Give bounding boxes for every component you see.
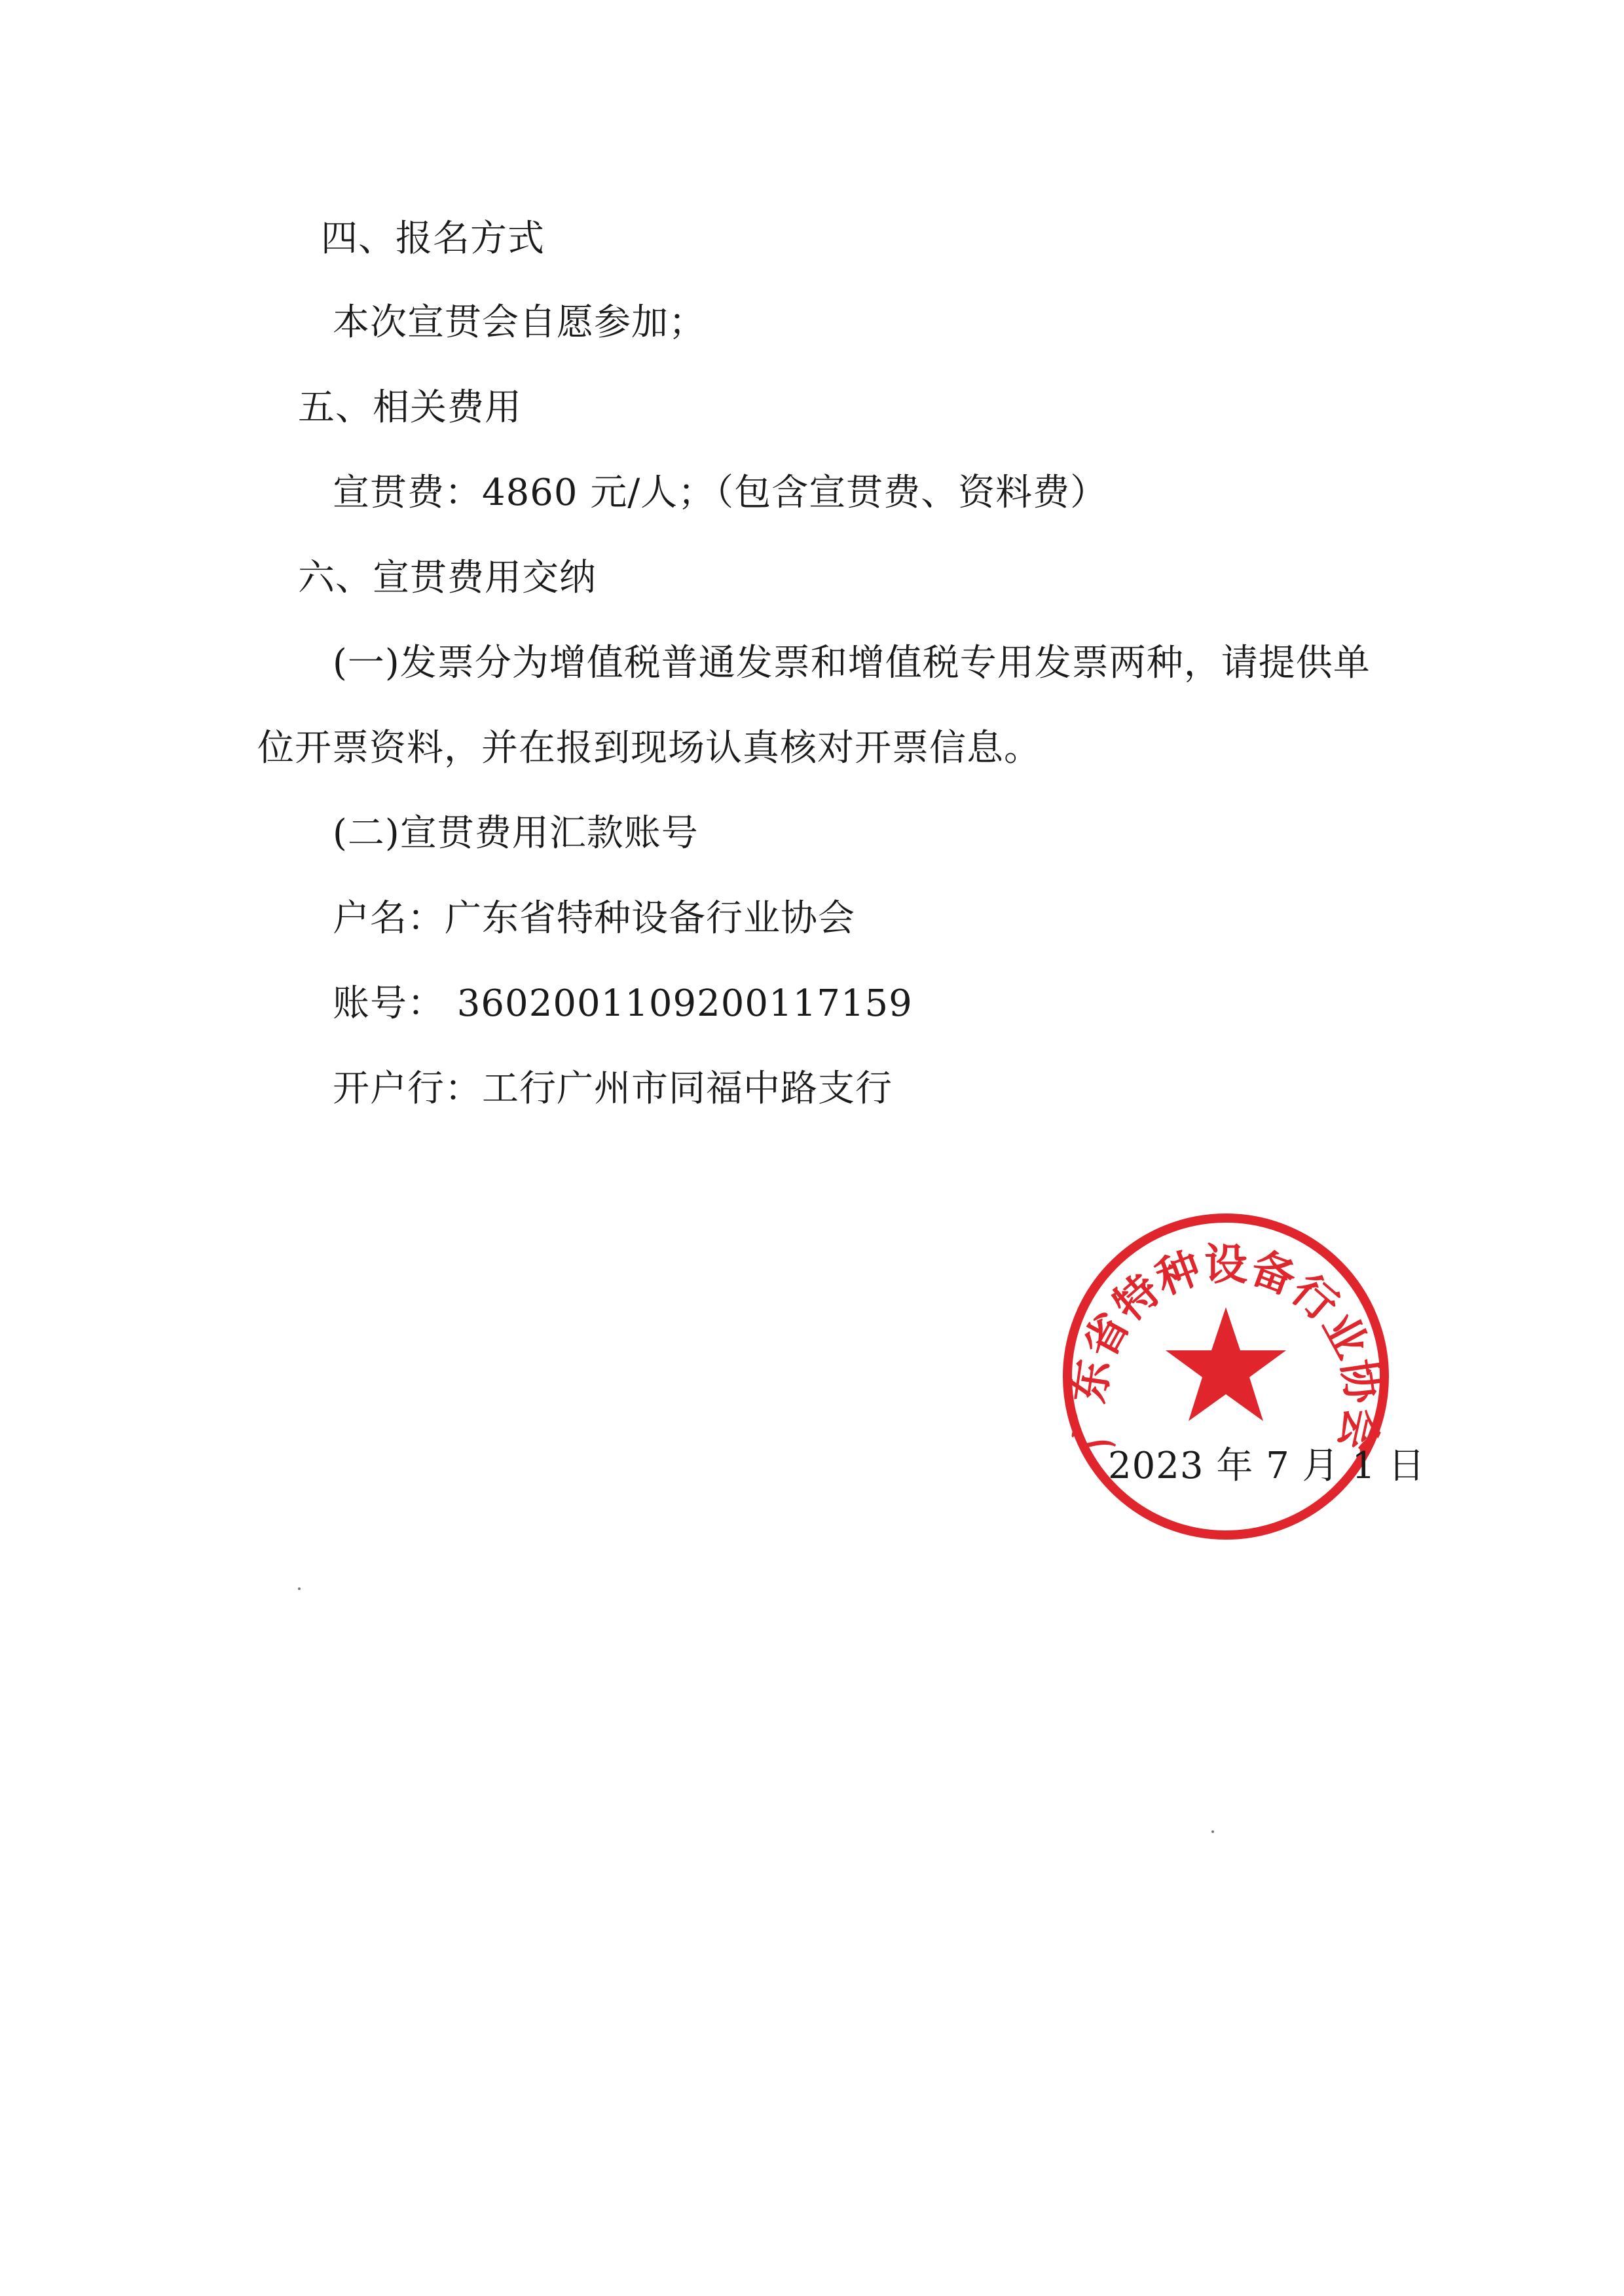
issue-date: 2023 年 7 月 1 日 <box>1108 1445 1426 1487</box>
account-number: 账号： 3602001109200117159 <box>333 982 913 1025</box>
section-5-heading: 五、相关费用 <box>298 386 522 429</box>
official-seal <box>1060 1210 1392 1543</box>
section-4-heading: 四、报名方式 <box>321 217 545 260</box>
section-5-text: 宣贯费：4860 元/人；（包含宣贯费、资料费） <box>333 472 1108 514</box>
section-6-item-2: (二)宣贯费用汇款账号 <box>333 812 699 855</box>
section-4-text: 本次宣贯会自愿参加； <box>333 301 706 344</box>
section-6-item-1-line-1: (一)发票分为增值税普通发票和增值税专用发票两种，请提供单 <box>333 642 1371 684</box>
section-6-heading: 六、宣贯费用交纳 <box>298 557 597 599</box>
section-6-item-1-line-2: 位开票资料，并在报到现场认真核对开票信息。 <box>257 727 1041 769</box>
seal-text: 广东省特种设备行业协会 <box>1062 1238 1390 1456</box>
scan-speck <box>1211 1830 1214 1833</box>
scan-speck <box>298 1587 301 1590</box>
seal-star-icon <box>1166 1307 1286 1421</box>
bank-name: 开户行：工行广州市同福中路支行 <box>333 1067 893 1110</box>
account-name: 户名：广东省特种设备行业协会 <box>333 897 855 940</box>
